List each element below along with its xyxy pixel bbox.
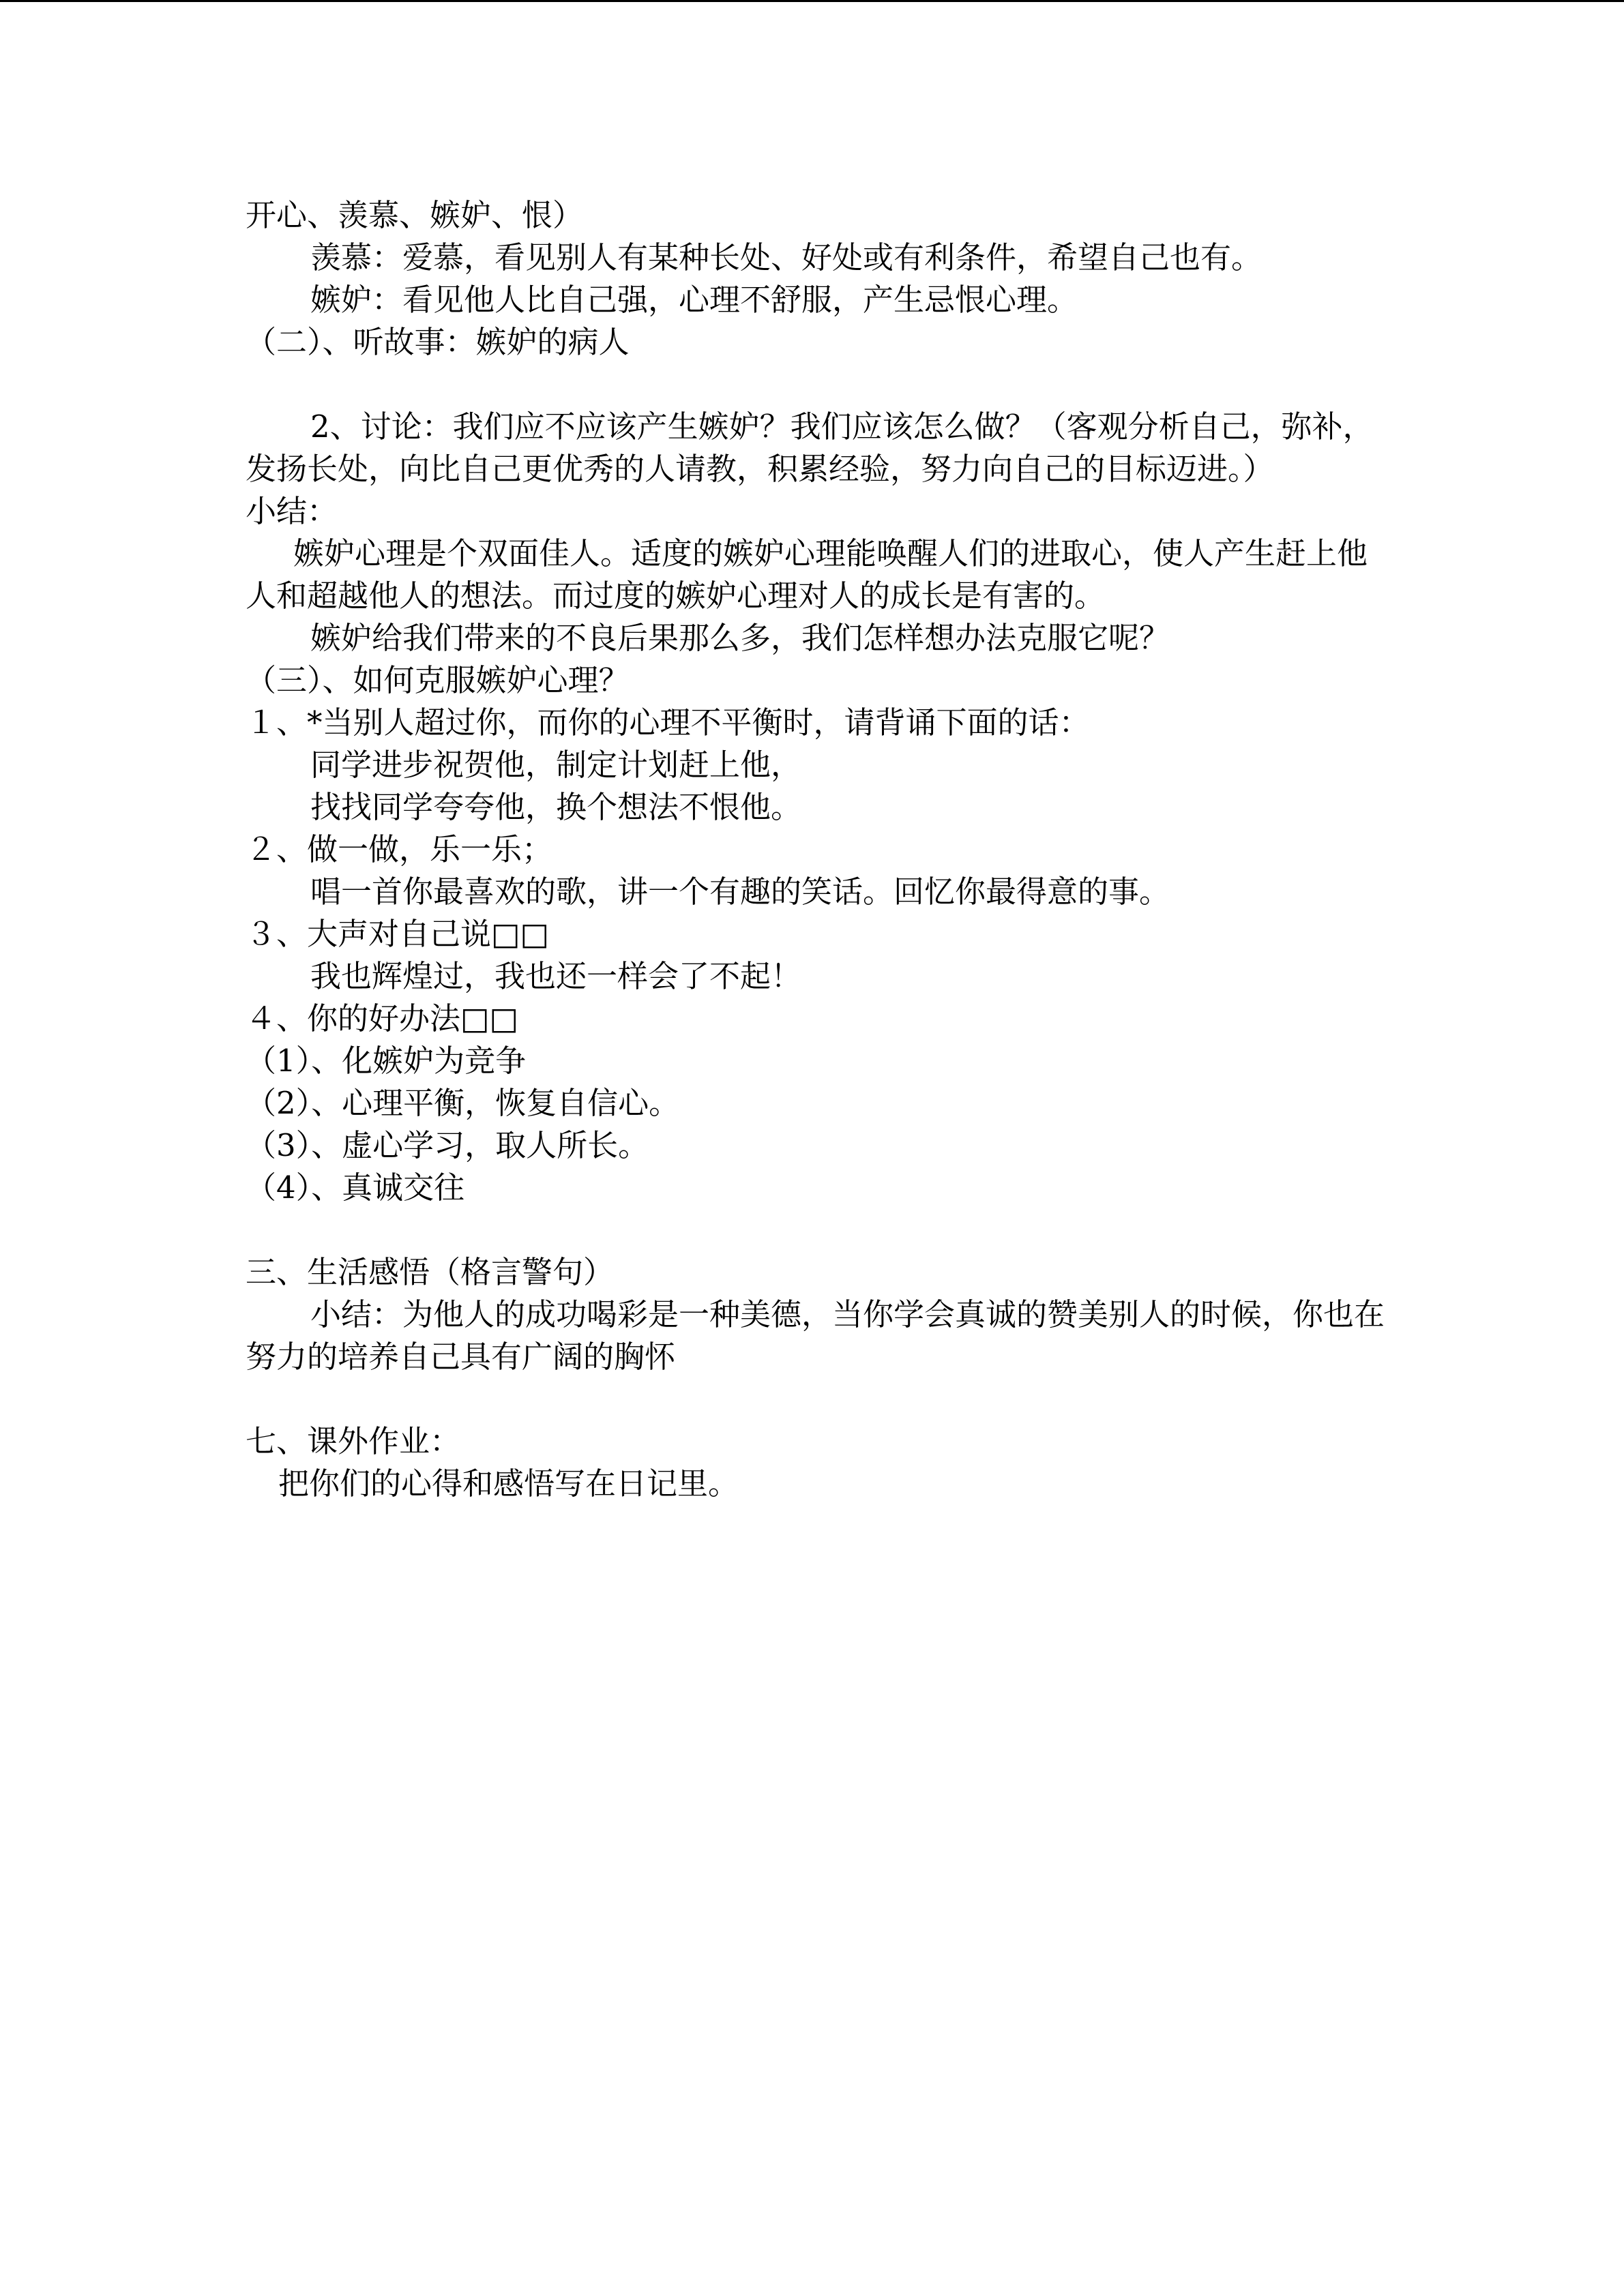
verse-line-1: 同学进步祝贺他，制定计划赶上他， (310, 747, 802, 783)
sub-item-2: （2）、心理平衡，恢复自信心。 (246, 1085, 680, 1121)
spacer (246, 1378, 1385, 1420)
verse-line-2: 找找同学夸夸他，换个想法不恨他。 (310, 789, 802, 825)
sub-item-3: （3）、虚心学习，取人所长。 (246, 1127, 649, 1163)
list-item-3: ３、大声对自己说□□ (246, 916, 550, 952)
list-item-1: １、*当别人超过你，而你的心理不平衡时，请背诵下面的话： (246, 704, 1090, 741)
summary-paragraph: 嫉妒心理是个双面佳人。适度的嫉妒心理能唤醒人们的进取心，使人产生赶上他人和超越他人的想法。而过度的嫉妒心理对人的成长是有害的。 (246, 535, 1368, 614)
text-line: 开心、羡慕、嫉妒、恨） (246, 197, 584, 233)
section-heading-life: 三、生活感悟（格言警句） (246, 1254, 615, 1290)
list-item-4: ４、你的好办法□□ (246, 1000, 519, 1037)
summary-label: 小结： (246, 493, 338, 529)
text-line: 唱一首你最喜欢的歌，讲一个有趣的笑话。回忆你最得意的事。 (310, 874, 1170, 910)
document-body (246, 194, 1385, 1505)
homework-text: 把你们的心得和感悟写在日记里。 (278, 1465, 739, 1502)
sub-item-4: （4）、真诚交往 (246, 1169, 465, 1206)
life-summary-paragraph: 小结：为他人的成功喝彩是一种美德，当你学会真诚的赞美别人的时候，你也在努力的培养自己具有广阔的胸怀 (246, 1296, 1385, 1375)
spacer (246, 1209, 1385, 1251)
text-line: 我也辉煌过，我也还一样会了不起！ (310, 958, 802, 994)
definition-envy-admire: 羡慕：爱慕，看见别人有某种长处、好处或有利条件，希望自己也有。 (310, 239, 1263, 275)
section-heading-homework: 七、课外作业： (246, 1423, 461, 1459)
list-item-2: ２、做一做，乐一乐； (246, 831, 553, 867)
section-heading-story: （二）、听故事：嫉妒的病人 (246, 324, 630, 360)
definition-jealousy: 嫉妒：看见他人比自己强，心理不舒服，产生忌恨心理。 (310, 282, 1078, 318)
section-heading-overcome: （三）、如何克服嫉妒心理？ (246, 662, 630, 698)
discussion-paragraph: 2、讨论：我们应不应该产生嫉妒？我们应该怎么做？（客观分析自己，弥补，发扬长处，向比自己更优秀的人请教，积累经验，努力向自己的目标迈进。） (246, 408, 1374, 487)
sub-item-1: （1）、化嫉妒为竞争 (246, 1043, 527, 1079)
text-line: 嫉妒给我们带来的不良后果那么多，我们怎样想办法克服它呢？ (310, 620, 1170, 656)
spacer (246, 363, 1385, 406)
